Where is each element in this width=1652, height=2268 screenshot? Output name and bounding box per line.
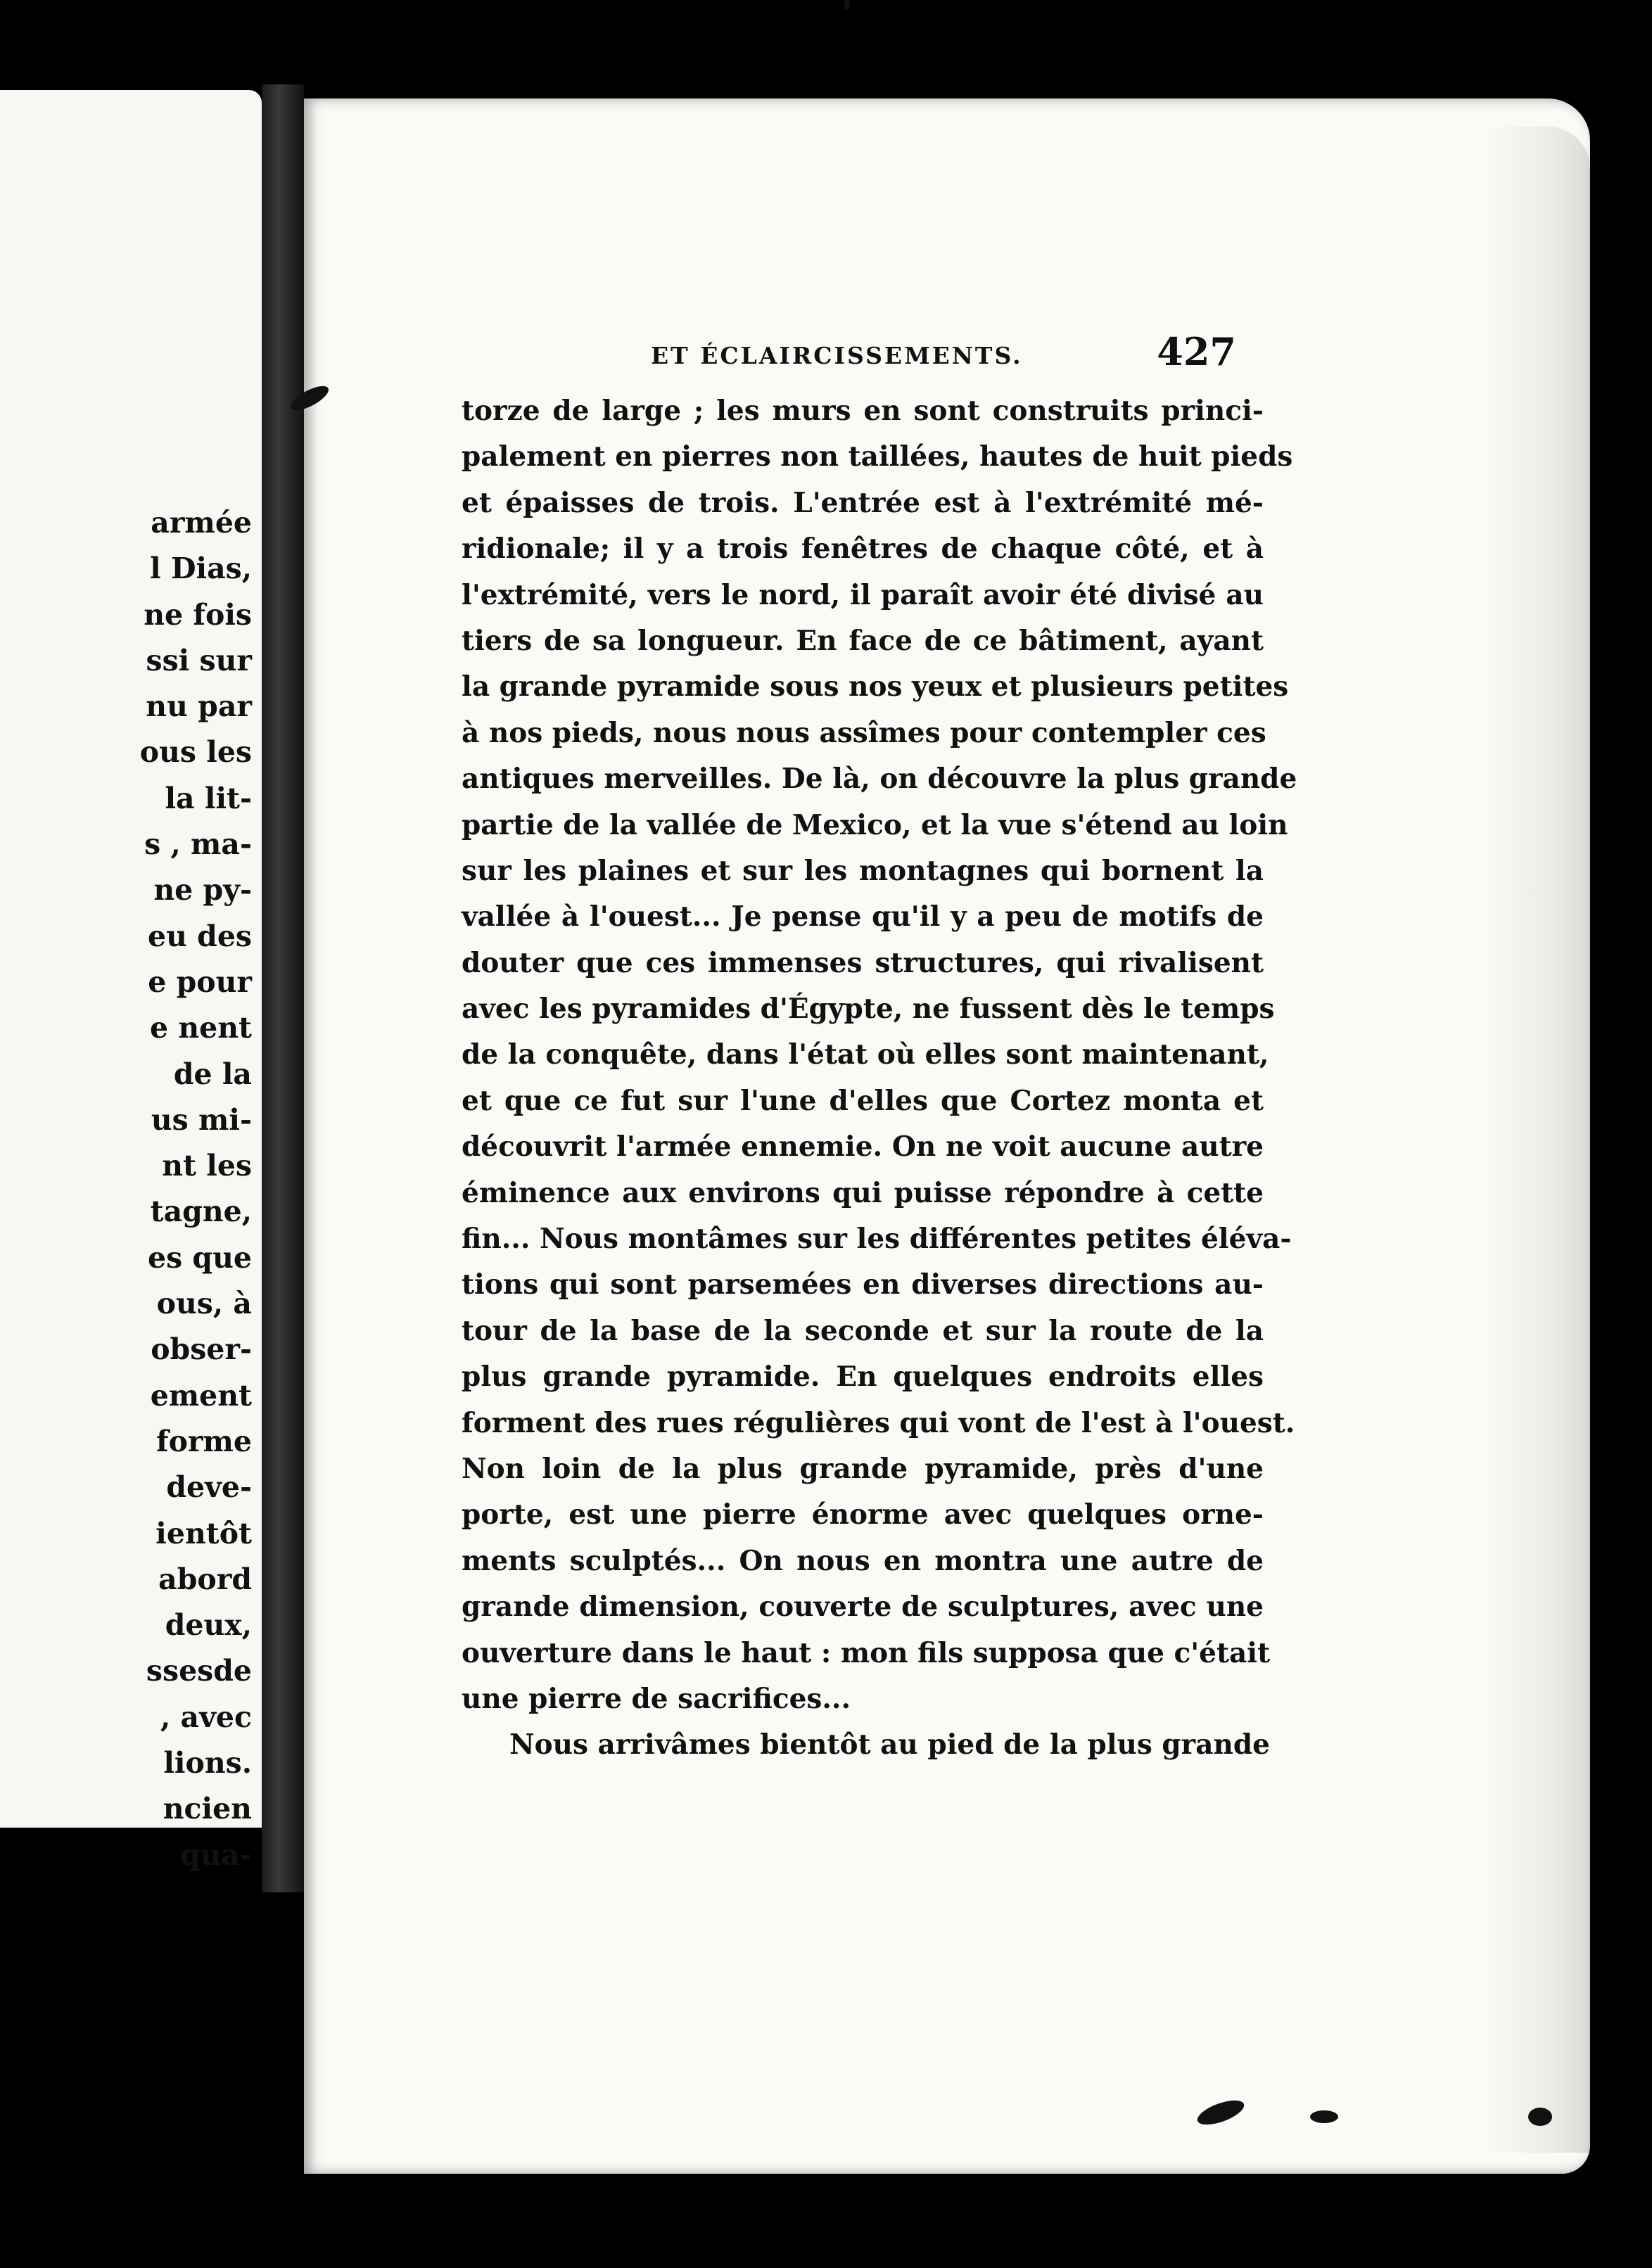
text-line: Nous arrivâmes bientôt au pied de la plus grande	[509, 1728, 1270, 1761]
left-text-fragment: s , ma-	[144, 827, 252, 862]
text-line: tions qui sont parsemées en diverses directions au-	[462, 1268, 1264, 1301]
text-line: Non loin de la plus grande pyramide, près d'une	[462, 1452, 1264, 1485]
text-line: la grande pyramide sous nos yeux et plusieurs petites	[462, 670, 1289, 703]
text-line: avec les pyramides d'Égypte, ne fussent dès le temps	[462, 993, 1275, 1026]
text-line: partie de la vallée de Mexico, et la vue s'étend au loin	[462, 808, 1288, 841]
left-text-fragment: deux,	[165, 1608, 252, 1643]
left-text-fragment: ous les	[139, 735, 252, 770]
text-line: forment des rues régulières qui vont de l'est à l'ouest.	[462, 1406, 1295, 1439]
left-text-fragment: la lit-	[165, 781, 252, 815]
text-line: douter que ces immenses structures, qui rivalisent	[462, 946, 1264, 979]
running-title: ET ÉCLAIRCISSEMENTS.	[651, 342, 1023, 369]
left-text-fragment: ement	[150, 1378, 252, 1413]
text-line: à nos pieds, nous nous assîmes pour contempler ces	[462, 716, 1266, 749]
left-text-fragment: ientôt	[155, 1516, 252, 1550]
left-text-fragment: us mi-	[151, 1102, 252, 1137]
ink-blot	[1310, 2110, 1338, 2123]
text-line: une pierre de sacrifices...	[462, 1682, 851, 1715]
text-line: sur les plaines et sur les montagnes qui bornent la	[462, 854, 1264, 887]
left-text-fragment: ssi sur	[146, 643, 252, 677]
left-text-fragment: ncien	[163, 1792, 252, 1826]
left-text-fragment: e pour	[148, 964, 252, 999]
left-text-fragment: ous, à	[156, 1287, 252, 1321]
text-line: plus grande pyramide. En quelques endroits elles	[462, 1361, 1264, 1394]
text-line: et que ce fut sur l'une d'elles que Cortez monta et	[462, 1084, 1264, 1117]
ink-blot	[844, 0, 850, 10]
left-text-fragment: l Dias,	[150, 552, 252, 586]
text-line: tiers de sa longueur. En face de ce bâtiment, ayant	[462, 624, 1264, 657]
left-text-fragment: obser-	[151, 1332, 252, 1367]
left-text-fragment: de la	[173, 1057, 252, 1091]
text-line: l'extrémité, vers le nord, il paraît avoir été divisé au	[462, 578, 1264, 611]
left-text-fragment: nt les	[162, 1149, 252, 1183]
page-edge-shading	[1485, 127, 1590, 2153]
text-line: palement en pierres non taillées, hautes de huit pieds	[462, 440, 1293, 473]
left-text-fragment: ne fois	[144, 597, 252, 632]
book-gutter	[262, 84, 304, 1892]
text-line: tour de la base de la seconde et sur la route de la	[462, 1314, 1264, 1347]
text-line: grande dimension, couverte de sculptures, avec une	[462, 1591, 1264, 1624]
left-text-fragment: ssesde	[146, 1654, 252, 1688]
left-text-fragment: es que	[147, 1240, 252, 1275]
left-page-text	[0, 500, 262, 1878]
text-line: ouverture dans le haut : mon fils supposa que c'était	[462, 1636, 1271, 1669]
text-line: éminence aux environs qui puisse répondre à cette	[462, 1176, 1264, 1209]
text-line: vallée à l'ouest... Je pense qu'il y a peu de motifs de	[462, 900, 1264, 934]
left-text-fragment: eu des	[147, 919, 252, 953]
text-line: fin... Nous montâmes sur les différentes petites éléva-	[462, 1223, 1292, 1256]
text-line: de la conquête, dans l'état où elles sont maintenant,	[462, 1038, 1269, 1071]
left-text-fragment: qua-	[179, 1837, 252, 1872]
left-text-fragment: lions.	[163, 1746, 252, 1780]
text-line: torze de large ; les murs en sont construits princi-	[462, 395, 1264, 427]
left-text-fragment: ne py-	[153, 873, 252, 907]
left-text-fragment: , avec	[160, 1700, 252, 1734]
text-line: découvrit l'armée ennemie. On ne voit aucune autre	[462, 1130, 1264, 1164]
text-line: et épaisses de trois. L'entrée est à l'extrémité mé-	[462, 486, 1264, 519]
text-line: ridionale; il y a trois fenêtres de chaque côté, et à	[462, 533, 1264, 566]
left-text-fragment: tagne,	[150, 1194, 252, 1229]
text-line: antiques merveilles. De là, on découvre la plus grande	[462, 763, 1297, 796]
left-text-fragment: abord	[158, 1562, 252, 1596]
text-line: porte, est une pierre énorme avec quelques orne-	[462, 1498, 1264, 1531]
text-line: ments sculptés... On nous en montra une autre de	[462, 1544, 1264, 1577]
left-text-fragment: e nent	[149, 1011, 252, 1045]
running-head	[637, 329, 1249, 386]
page-number: 427	[1157, 329, 1236, 374]
left-text-fragment: nu par	[146, 689, 252, 724]
left-text-fragment: deve-	[166, 1470, 252, 1505]
left-text-fragment: forme	[155, 1424, 252, 1458]
body-text	[462, 388, 1297, 1769]
ink-blot	[1528, 2108, 1552, 2126]
left-text-fragment: armée	[151, 506, 252, 540]
left-facing-page	[0, 90, 262, 1872]
